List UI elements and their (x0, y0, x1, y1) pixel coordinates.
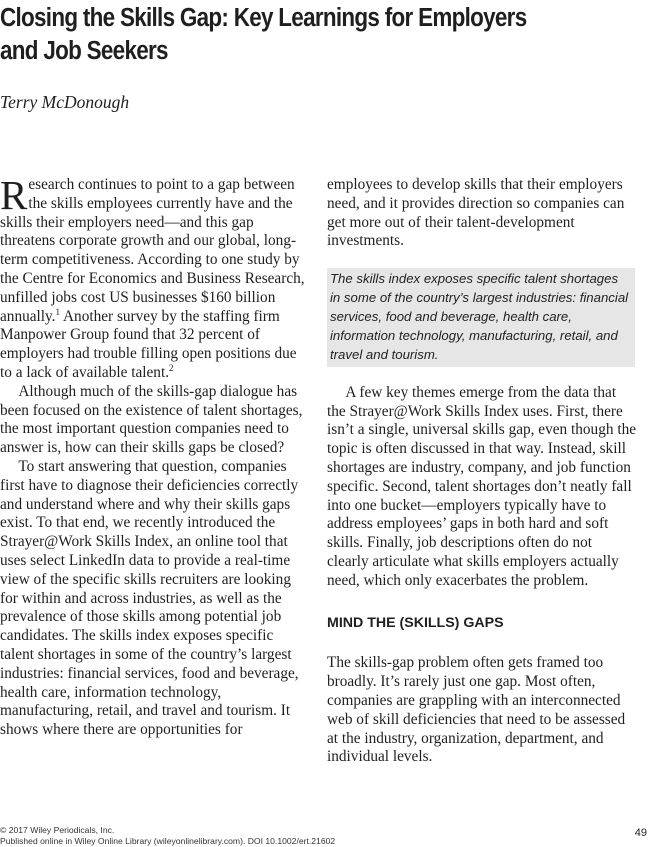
left-column (0, 172, 309, 740)
pull-quote: The skills index exposes specific talent shortages in some of the country’s largest industries: financial services, food and beverage, health care, information technology, manufacturing, retail, and travel and tourism. (327, 268, 635, 367)
title-line-1: Closing the Skills Gap: Key Learnings for Employers (0, 4, 527, 32)
title-line-2: and Job Seekers (0, 37, 168, 65)
paragraph-key-themes: A few key themes emerge from the data that the Strayer@Work Skills Index uses. First, there isn’t a single, universal skills gap, even though the topic is often discussed in that way. Instead, skill shortages are industry, company, and job function specific. Second, talent shortages don’t neatly fall into one bucket—employers typically have to address employees’ gaps in both hard and soft skills. Finally, job descriptions often do not clearly articulate what skills employers actually need, which only exacerbates the problem. (327, 383, 637, 589)
paragraph-mind-the-gaps: The skills-gap problem often gets framed too broadly. It’s rarely just one gap. Most often, companies are grappling with an interconnected web of skill deficiencies that need to be assessed at the industry, organization, department, and individual levels. (327, 654, 626, 766)
page-number: 49 (634, 827, 647, 839)
published-line: Published online in Wiley Online Library (wileyonlinelibrary.com). DOI 10.1002/ert.21602 (0, 836, 336, 846)
section-heading: MIND THE (SKILLS) GAPS (327, 615, 504, 632)
intro-text-b: Another survey by the staffing firm Manpower Group found that 32 percent of employers had trouble filling open positions due to a lack of available talent. (0, 307, 297, 381)
intro-text-a: esearch continues to point to a gap between the skills employees currently have and the skills their employers need—and this gap threatens corporate growth and our global, long-term competitiveness. According to one study by the Centre for Economics and Business Research, unfilled jobs cost US businesses $160 billion annually. (0, 176, 305, 325)
copyright-line: © 2017 Wiley Periodicals, Inc. (0, 825, 115, 835)
footer-copyright (0, 825, 335, 847)
paragraph-start-answering: To start answering that question, companies first have to diagnose their deficiencies correctly and understand where and why their skills gaps exist. To that end, we recently introduced the Strayer@Work Skills Index, an online tool that uses select LinkedIn data to provide a real-time view of the specific skills recruiters are looking for within and across industries, as well as the prevalence of those skills among potential job candidates. The skills index exposes specific talent shortages in some of the country’s largest industries: financial services, food and beverage, health care, information technology, manufacturing, retail, and travel and tourism. It shows where there are opportunities for (0, 457, 299, 739)
paragraph-intro (0, 172, 309, 383)
footnote-ref-1[interactable]: 1 (55, 306, 61, 317)
drop-cap: R (0, 172, 28, 218)
footnote-ref-2[interactable]: 2 (169, 362, 174, 373)
right-column (327, 176, 636, 767)
article-title (0, 2, 634, 68)
author-name: Terry McDonough (0, 92, 130, 112)
paragraph-skills-gap-dialogue: Although much of the skills-gap dialogue has been focused on the existence of talent shortages, the most important question companies need to answer is, how can their skills gaps be closed? (0, 382, 303, 457)
paragraph-continued: employees to develop skills that their employers need, and it provides direction so companies can get more out of their talent-development investments. (327, 176, 625, 250)
